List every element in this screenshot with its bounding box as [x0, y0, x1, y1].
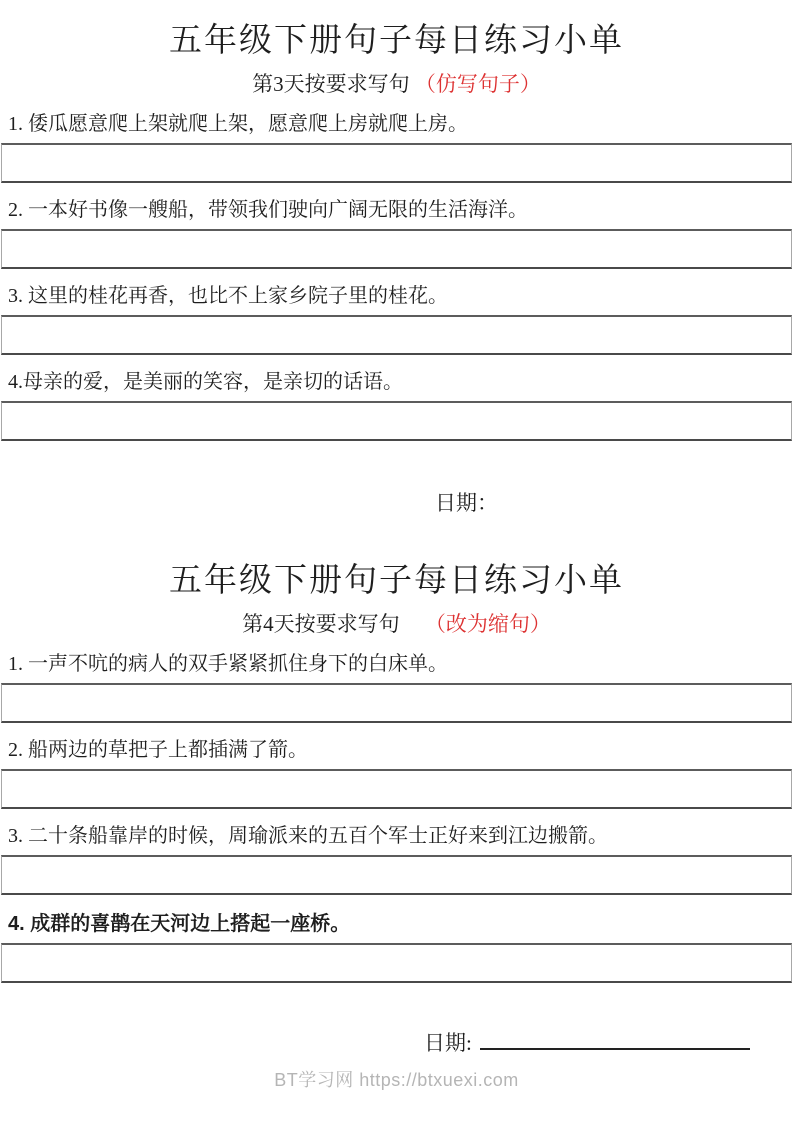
page-title: 五年级下册句子每日练习小单	[169, 23, 624, 59]
subtitle-text: 第4天按要求写句	[242, 611, 400, 636]
footer-credit: BT学习网 https://btxuexi.com	[274, 1070, 519, 1091]
date-fill-line[interactable]	[480, 1027, 750, 1050]
answer-box[interactable]	[1, 143, 792, 183]
worksheet-page	[0, 22, 793, 1092]
question-item	[0, 823, 793, 895]
question-item	[0, 737, 793, 809]
date-label: 日期:	[424, 1030, 472, 1055]
question-item	[0, 911, 793, 983]
question-item	[0, 369, 793, 441]
subtitle-note-red: （改为缩句）	[424, 611, 551, 636]
date-label: 日期：	[435, 490, 498, 515]
question-text: 2. 船两边的草把子上都插满了箭。	[8, 738, 308, 761]
answer-box[interactable]	[1, 769, 792, 809]
question-text: 4.母亲的爱，是美丽的笑容，是亲切的话语。	[8, 370, 403, 393]
question-text: 3. 二十条船靠岸的时候，周瑜派来的五百个军士正好来到江边搬箭。	[8, 824, 608, 847]
footer	[0, 1066, 793, 1092]
question-text: 1. 倭瓜愿意爬上架就爬上架，愿意爬上房就爬上房。	[8, 112, 468, 135]
date-line	[424, 1027, 793, 1056]
answer-box[interactable]	[1, 855, 792, 895]
question-item	[0, 197, 793, 269]
question-item	[0, 283, 793, 355]
question-text: 3. 这里的桂花再香，也比不上家乡院子里的桂花。	[8, 284, 448, 307]
worksheet-section-day4	[0, 562, 793, 1056]
section-subtitle	[0, 611, 793, 637]
answer-box[interactable]	[1, 315, 792, 355]
question-item	[0, 651, 793, 723]
question-text: 1. 一声不吭的病人的双手紧紧抓住身下的白床单。	[8, 652, 448, 675]
subtitle-text: 第3天按要求写句	[252, 71, 410, 96]
worksheet-section-day3	[0, 22, 793, 516]
answer-box[interactable]	[1, 401, 792, 441]
question-text: 2. 一本好书像一艘船，带领我们驶向广阔无限的生活海洋。	[8, 198, 528, 221]
page-title: 五年级下册句子每日练习小单	[169, 563, 624, 600]
date-line	[435, 491, 793, 516]
answer-box[interactable]	[1, 943, 792, 983]
question-list	[0, 651, 793, 983]
question-list	[0, 111, 793, 441]
question-text: 4. 成群的喜鹊在天河边上搭起一座桥。	[8, 912, 351, 935]
answer-box[interactable]	[1, 229, 792, 269]
section-subtitle	[0, 71, 793, 97]
answer-box[interactable]	[1, 683, 792, 723]
question-item	[0, 111, 793, 183]
subtitle-note-red: （仿写句子）	[414, 71, 541, 96]
